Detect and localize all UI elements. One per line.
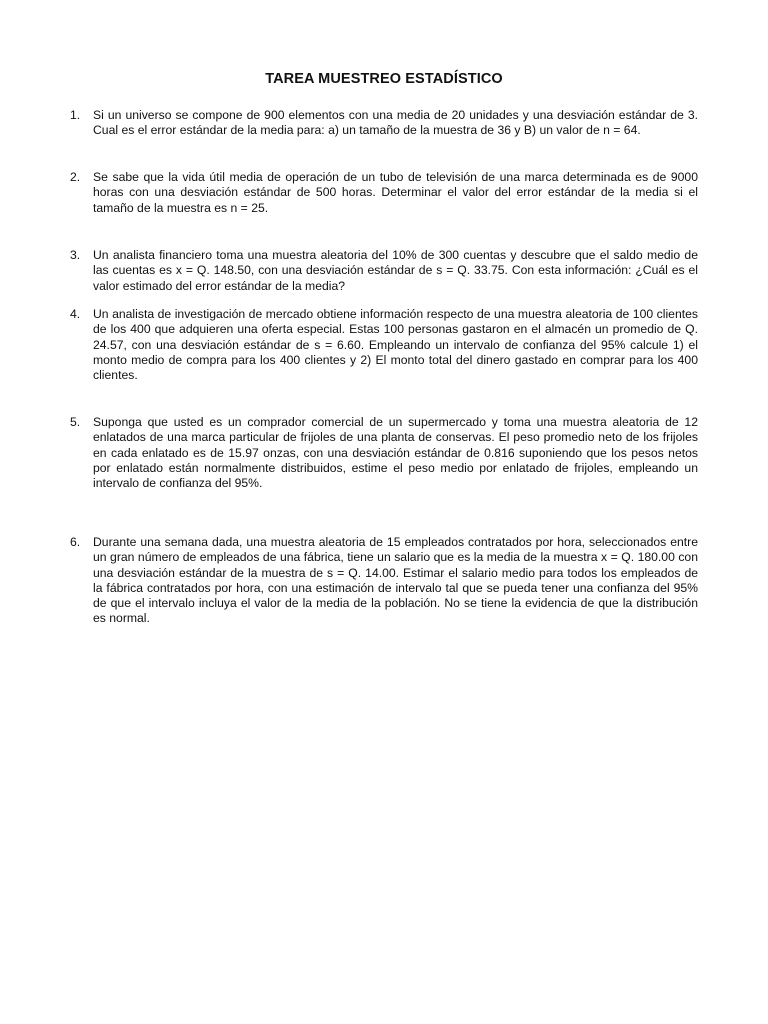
question-text: Un analista financiero toma una muestra aleatoria del 10% de 300 cuentas y descubre que el saldo medio de las cuentas es x = Q. 148.50, con una desviación estándar de s = Q. 33.75. Con esta información: ¿Cuál es el valor estimado del error estándar de la media? xyxy=(93,248,698,293)
question-number: 4. xyxy=(70,307,81,321)
question-number: 2. xyxy=(70,170,81,184)
question-number: 6. xyxy=(70,535,81,549)
question-text: Durante una semana dada, una muestra aleatoria de 15 empleados contratados por hora, seleccionados entre un gran número de empleados de una fábrica, tiene un salario que es la media de la muestra x = Q. 180.00 con una desviación estándar de la muestra de s = Q. 14.00. Estimar el salario medio para todos los empleados de la fábrica contratados por hora, con una estimación de intervalo tal que se pueda tener una confianza del 95% de que el intervalo incluya el valor de la media de la población. No se tiene la evidencia de que la distribución es normal. xyxy=(93,535,698,626)
question-number: 3. xyxy=(70,248,81,262)
question-number: 5. xyxy=(70,415,81,429)
question-number: 1. xyxy=(70,108,81,122)
question-text: Un analista de investigación de mercado obtiene información respecto de una muestra aleatoria de 100 clientes de los 400 que adquieren una oferta especial. Estas 100 personas gastaron en el almacén un promedio de Q. 24.57, con una desviación estándar de s = 6.60. Empleando un intervalo de confianza del 95% calcule 1) el monto medio de compra para los 400 clientes y 2) El monto total del dinero gastado en comprar para los 400 clientes. xyxy=(93,307,698,383)
question-text: Suponga que usted es un comprador comercial de un supermercado y toma una muestra aleatoria de 12 enlatados de una marca particular de frijoles de una planta de conservas. El peso promedio neto de los frijoles en cada enlatado es de 15.97 onzas, con una desviación estándar de 0.816 suponiendo que los pesos netos por enlatado están normalmente distribuidos, estime el peso medio por enlatado de frijoles, empleando un intervalo de confianza del 95%. xyxy=(93,415,698,491)
question-text: Se sabe que la vida útil media de operación de un tubo de televisión de una marca determinada es de 9000 horas con una desviación estándar de 500 horas. Determinar el valor del error estándar de la media si el tamaño de la muestra es n = 25. xyxy=(93,170,698,215)
question-text: Si un universo se compone de 900 elementos con una media de 20 unidades y una desviación estándar de 3. Cual es el error estándar de la media para: a) un tamaño de la muestra de 36 y B) un valor de n = 64. xyxy=(93,108,698,138)
document-title: TAREA MUESTREO ESTADÍSTICO xyxy=(265,71,503,87)
